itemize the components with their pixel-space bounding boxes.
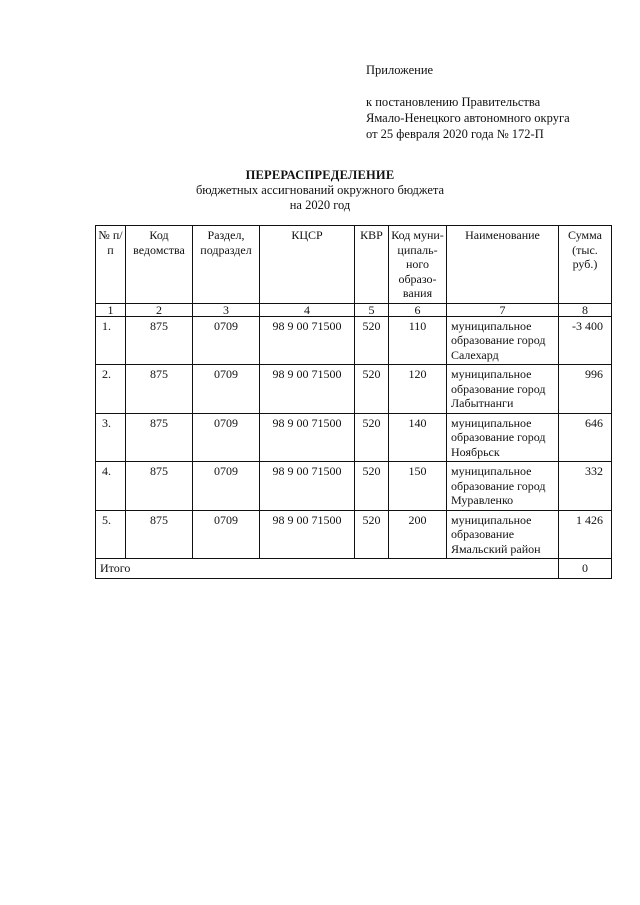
title-heading: ПЕРЕРАСПРЕДЕЛЕНИЕ xyxy=(245,168,395,182)
table-row xyxy=(96,365,612,414)
column-number: 5 xyxy=(355,303,389,316)
kcsr-code: 98 9 00 71500 xyxy=(260,365,355,414)
header-cell: № п/п xyxy=(96,226,126,304)
document-title xyxy=(0,168,640,213)
appendix-line-3: от 25 февраля 2020 года № 172-П xyxy=(366,127,544,141)
header-cell: Наименование xyxy=(447,226,559,304)
municipality-name: муниципальное образование город Салехард xyxy=(447,316,559,365)
kvr-code: 520 xyxy=(355,462,389,511)
header-cell: КЦСР xyxy=(260,226,355,304)
table-row xyxy=(96,510,612,559)
razdel-code: 0709 xyxy=(193,413,260,462)
row-number: 2. xyxy=(96,365,126,414)
vedomstvo-code: 875 xyxy=(126,365,193,414)
column-number: 2 xyxy=(126,303,193,316)
header-cell: Сумма (тыс. руб.) xyxy=(559,226,612,304)
column-number-row xyxy=(96,303,612,316)
municipality-code: 150 xyxy=(389,462,447,511)
total-label: Итого xyxy=(96,559,559,579)
appendix-label: Приложение xyxy=(366,63,434,77)
header-cell: Раздел, подраздел xyxy=(193,226,260,304)
table-row xyxy=(96,316,612,365)
column-number: 6 xyxy=(389,303,447,316)
row-number: 4. xyxy=(96,462,126,511)
vedomstvo-code: 875 xyxy=(126,462,193,511)
header-cell: КВР xyxy=(355,226,389,304)
municipality-code: 110 xyxy=(389,316,447,365)
header-cell: Код муни-ципаль-ного образо-вания xyxy=(389,226,447,304)
razdel-code: 0709 xyxy=(193,510,260,559)
kcsr-code: 98 9 00 71500 xyxy=(260,462,355,511)
kvr-code: 520 xyxy=(355,413,389,462)
row-number: 3. xyxy=(96,413,126,462)
municipality-name: муниципальное образование город Муравленко xyxy=(447,462,559,511)
table-row xyxy=(96,462,612,511)
amount: 1 426 xyxy=(559,510,612,559)
razdel-code: 0709 xyxy=(193,316,260,365)
appendix-line-2: Ямало-Ненецкого автономного округа xyxy=(366,111,570,125)
vedomstvo-code: 875 xyxy=(126,413,193,462)
total-row xyxy=(96,559,612,579)
total-amount: 0 xyxy=(559,559,612,579)
amount: -3 400 xyxy=(559,316,612,365)
kcsr-code: 98 9 00 71500 xyxy=(260,316,355,365)
amount: 646 xyxy=(559,413,612,462)
row-number: 5. xyxy=(96,510,126,559)
municipality-name: муниципальное образование город Ноябрьск xyxy=(447,413,559,462)
kvr-code: 520 xyxy=(355,510,389,559)
municipality-name: муниципальное образование Ямальский район xyxy=(447,510,559,559)
municipality-code: 120 xyxy=(389,365,447,414)
amount: 996 xyxy=(559,365,612,414)
column-number: 7 xyxy=(447,303,559,316)
table-header-row xyxy=(96,226,612,304)
appendix-block xyxy=(366,62,570,142)
appendix-line-1: к постановлению Правительства xyxy=(366,95,541,109)
title-subtitle-2: на 2020 год xyxy=(289,198,351,212)
row-number: 1. xyxy=(96,316,126,365)
column-number: 8 xyxy=(559,303,612,316)
kcsr-code: 98 9 00 71500 xyxy=(260,413,355,462)
kvr-code: 520 xyxy=(355,365,389,414)
kcsr-code: 98 9 00 71500 xyxy=(260,510,355,559)
kvr-code: 520 xyxy=(355,316,389,365)
header-cell: Код ведомства xyxy=(126,226,193,304)
vedomstvo-code: 875 xyxy=(126,510,193,559)
vedomstvo-code: 875 xyxy=(126,316,193,365)
municipality-code: 140 xyxy=(389,413,447,462)
redistribution-table xyxy=(95,225,612,579)
municipality-code: 200 xyxy=(389,510,447,559)
table-row xyxy=(96,413,612,462)
razdel-code: 0709 xyxy=(193,462,260,511)
municipality-name: муниципальное образование город Лабытнанги xyxy=(447,365,559,414)
razdel-code: 0709 xyxy=(193,365,260,414)
column-number: 1 xyxy=(96,303,126,316)
column-number: 3 xyxy=(193,303,260,316)
title-subtitle-1: бюджетных ассигнований окружного бюджета xyxy=(195,183,445,197)
amount: 332 xyxy=(559,462,612,511)
column-number: 4 xyxy=(260,303,355,316)
